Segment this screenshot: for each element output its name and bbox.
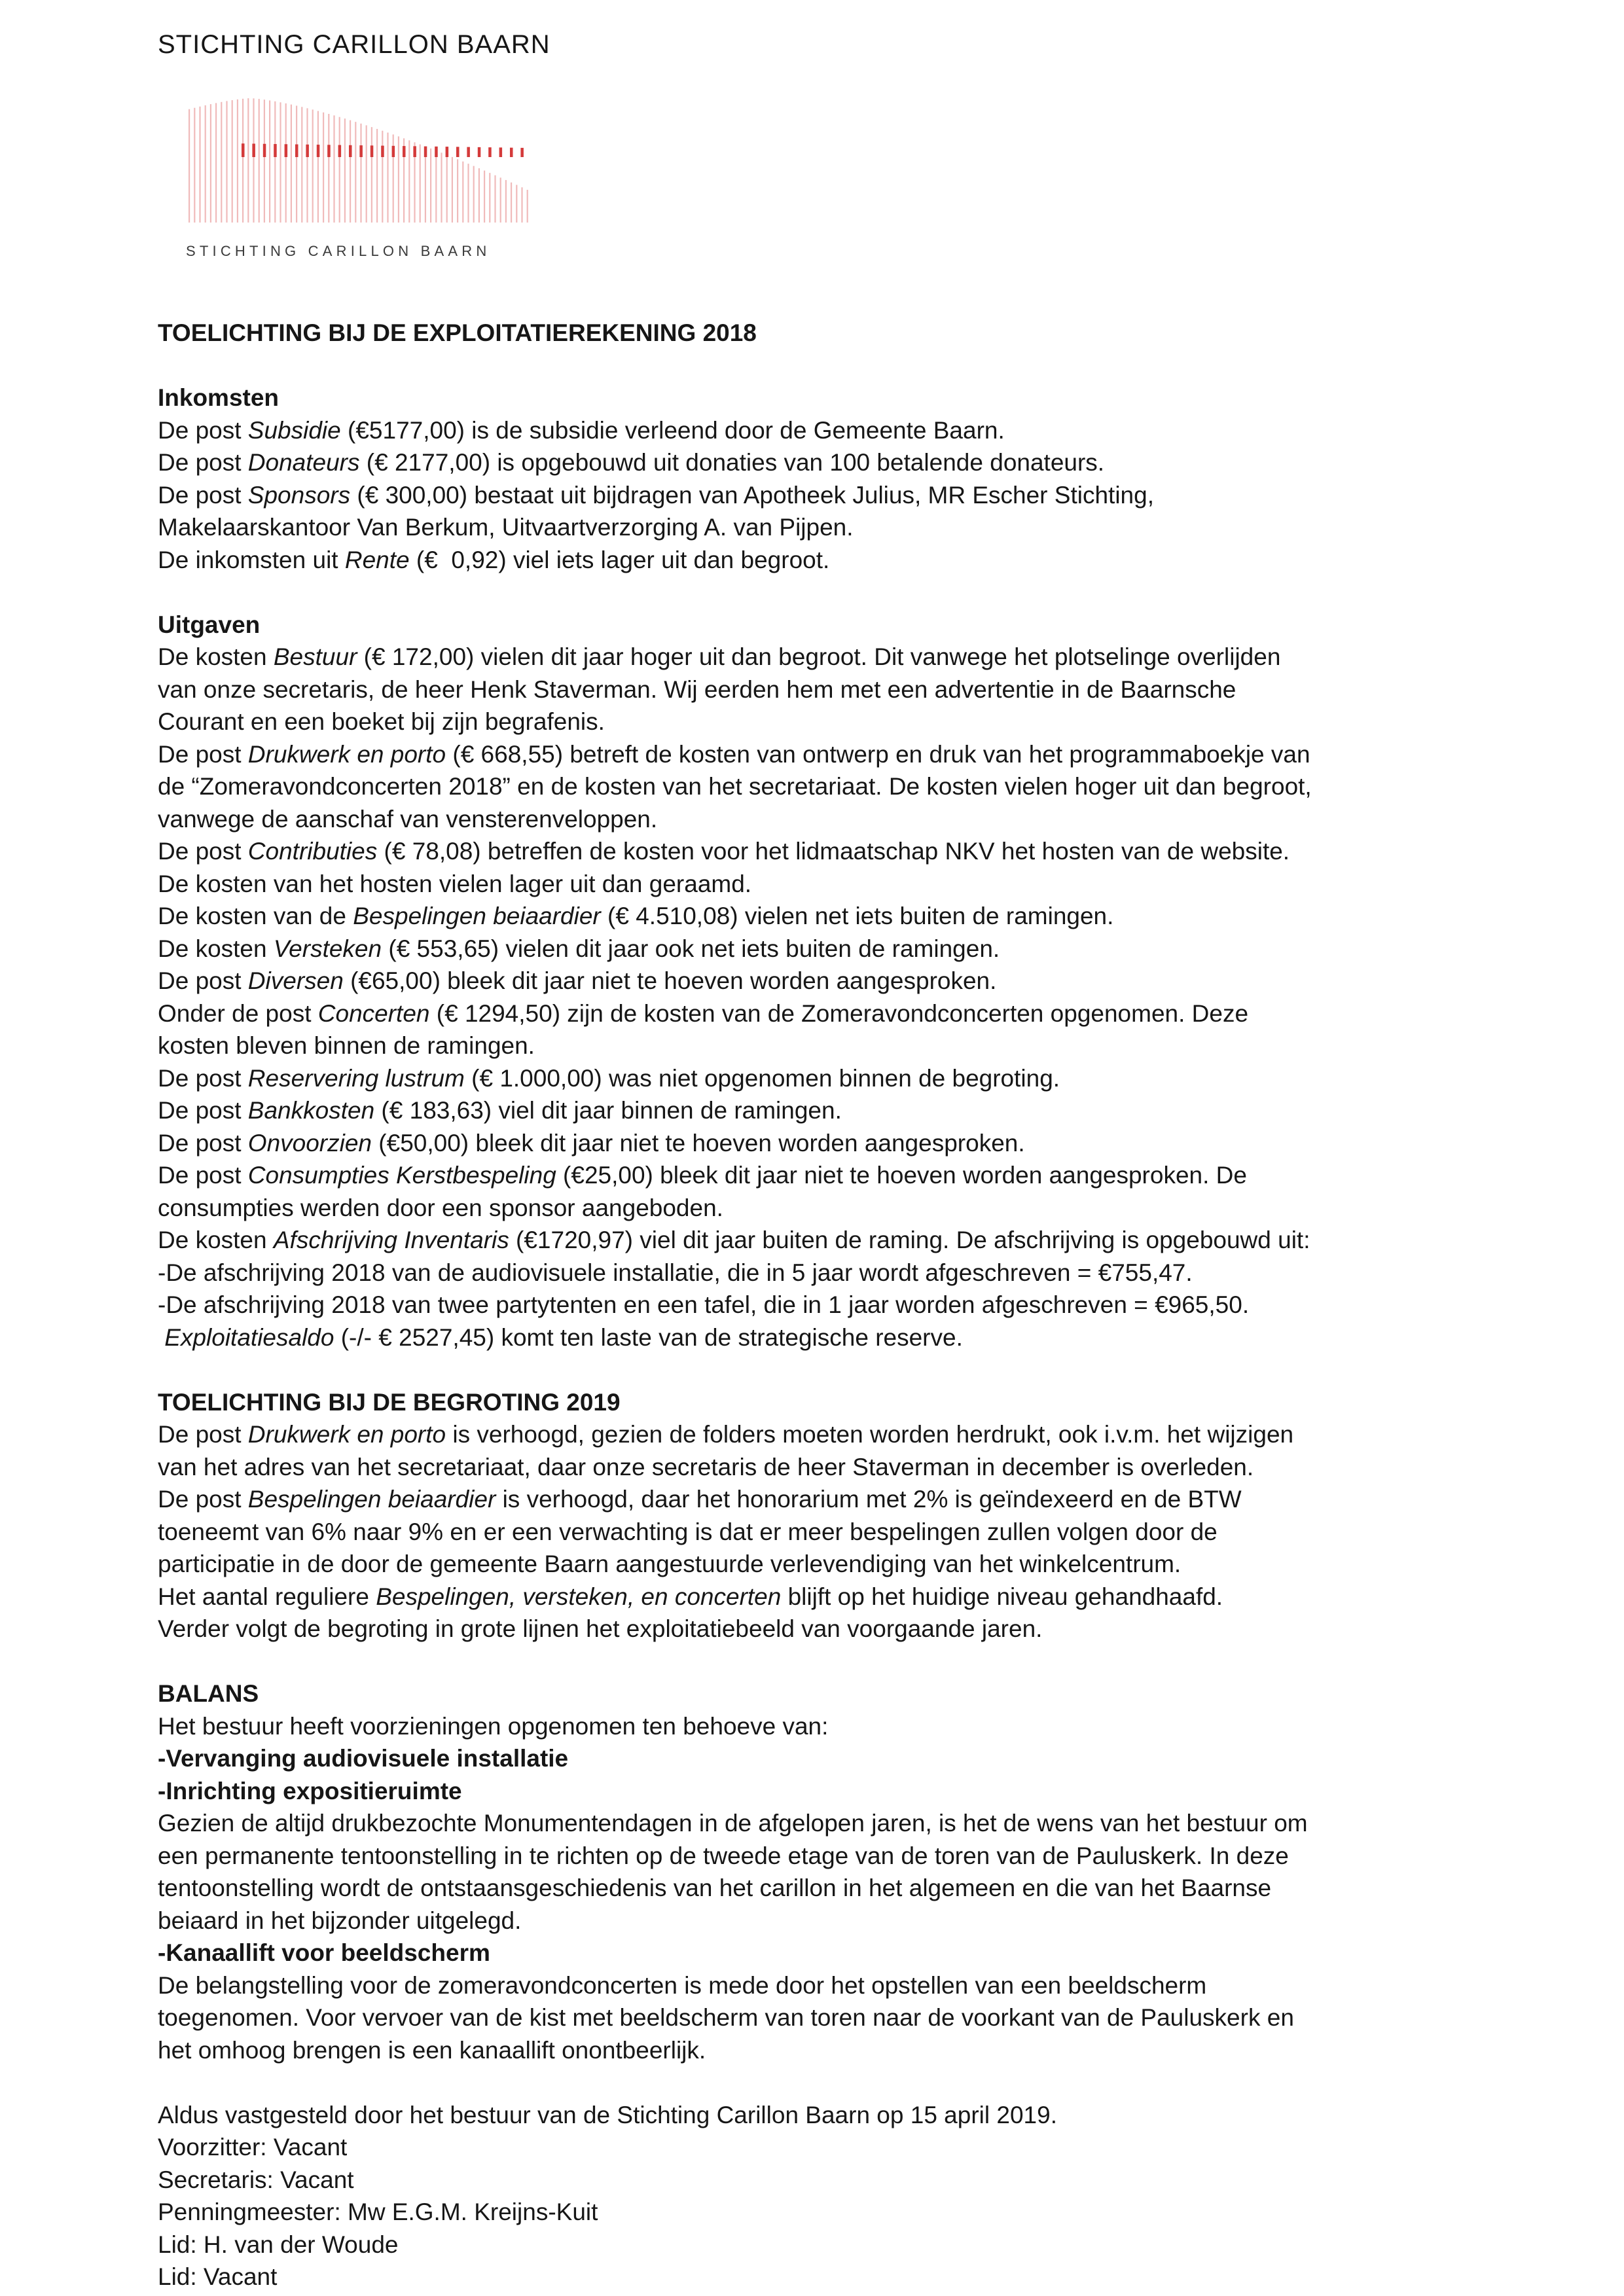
logo-bar [511, 183, 512, 223]
logo-bar [221, 102, 222, 223]
section-heading-balans: BALANS [158, 1680, 259, 1707]
text-run: De kosten [158, 643, 274, 670]
logo-bar [210, 104, 211, 223]
logo-bar [259, 99, 260, 223]
paragraph [158, 835, 1493, 900]
text-run: De post [158, 740, 248, 768]
logo-bell [295, 145, 298, 157]
logo-bar [500, 177, 501, 223]
text-run: (€5177,00) is de subsidie verleend door de Gemeente Baarn. [340, 416, 1005, 444]
text-run: Voorzitter: Vacant [158, 2134, 348, 2161]
section-heading-inkomsten: Inkomsten [158, 384, 280, 411]
text-run: (€ 300,00) bestaat uit bijdragen van Apotheek Julius, MR Escher Stichting, Makelaarskantoor Van Berkum, Uitvaartverzorging A. van Pijpen. [158, 481, 1154, 541]
paragraph [158, 2196, 1493, 2229]
text-run: (€25,00) bleek dit jaar niet te hoeven worden aangesproken. De consumpties werden door een sponsor aangeboden. [158, 1162, 1247, 1221]
post-name: Afschrijving Inventaris [273, 1227, 509, 1253]
logo-bar [312, 109, 314, 223]
text-run: De post [158, 967, 248, 994]
logo-bar [441, 152, 442, 223]
logo-bell [435, 147, 438, 157]
logo-bar [446, 155, 448, 223]
paragraph [158, 1742, 1493, 1775]
text-run: (€ 183,63) viel dit jaar binnen de ramingen. [374, 1097, 842, 1124]
text-run: is verhoogd, daar het honorarium met 2% is geïndexeerd en de BTW toeneemt van 6% naar 9% en er een verwachting is dat er meer bespelingen zullen volgen door de participatie in de door de gemeente Baarn aangestuurde verlevendiging van het winkelcentrum. [158, 1486, 1242, 1577]
paragraph [158, 2164, 1493, 2197]
logo-bar [478, 168, 480, 223]
text-run: De post [158, 449, 248, 476]
paragraph [158, 1127, 1493, 1160]
text-run: Het bestuur heeft voorzieningen opgenomen ten behoeve van: [158, 1712, 829, 1740]
paragraph [158, 641, 1493, 738]
logo-bell [446, 147, 449, 157]
post-name: Drukwerk en porto [247, 740, 446, 768]
text-run: De inkomsten uit [158, 546, 345, 573]
paragraph [158, 1581, 1493, 1613]
text-run: De kosten [158, 935, 274, 962]
paragraph [158, 1321, 1493, 1354]
logo-bell [263, 144, 266, 157]
text-run: Lid: H. van der Woude [158, 2231, 399, 2258]
text-run: (€ 4.510,08) vielen net iets buiten de ramingen. [600, 903, 1114, 929]
paragraph [158, 1710, 1493, 1743]
logo-bar [371, 127, 372, 223]
logo-bar [452, 157, 453, 223]
paragraph [158, 1062, 1493, 1095]
logo-bar [420, 145, 421, 223]
logo-bar [301, 107, 302, 223]
post-name: Bespelingen, versteken, en concerten [376, 1583, 782, 1610]
paragraph [158, 933, 1493, 965]
paragraph [158, 446, 1493, 479]
text-run: (€ 553,65) vielen dit jaar ook net iets buiten de ramingen. [382, 935, 1000, 962]
logo-bar [366, 125, 367, 223]
post-name: Exploitatiesaldo [164, 1323, 334, 1351]
logo-bar [387, 133, 388, 223]
logo-bell [413, 146, 416, 157]
text-run: De kosten van de [158, 903, 353, 929]
logo-bar [350, 120, 351, 223]
logo-bell [349, 145, 352, 157]
logo-bell [424, 147, 427, 157]
logo-bar [296, 105, 297, 223]
text-run: (€65,00) bleek dit jaar niet te hoeven worden aangesproken. [343, 967, 997, 994]
logo-bar [355, 122, 356, 223]
paragraph [158, 1159, 1493, 1224]
text-run: De post [158, 1421, 248, 1448]
logo-bar [328, 114, 329, 223]
logo-bar [489, 173, 490, 223]
paragraph [158, 1613, 1493, 1645]
logo-bell [403, 146, 406, 157]
document-body [158, 317, 1493, 2293]
logo-wordmark: STICHTING CARILLON BAARN [186, 243, 491, 259]
post-name: Onvoorzien [247, 1129, 372, 1157]
text-run: De belangstelling voor de zomeravondconcerten is mede door het opstellen van een beeldscherm toegenomen. Voor vervoer van de kist met beeldscherm van toren naar de voorkant van de Pauluskerk en het omhoog brengen is een kanaallift onontbeerlijk. [158, 1971, 1294, 2064]
paragraph-gap [158, 576, 1493, 609]
logo-bar [199, 107, 200, 223]
logo-bar [425, 147, 426, 223]
logo-bell [381, 146, 384, 157]
post-name: Diversen [247, 967, 344, 994]
logo-bell [274, 144, 277, 157]
text-run: Penningmeester: Mw E.G.M. Kreijns-Kuit [158, 2198, 598, 2225]
text-run: (€1720,97) viel dit jaar buiten de raming. De afschrijving is opgebouwd uit: -De afschrijving 2018 van de audiovisuele installatie, die in 5 jaar wordt afgeschreven = €755,47. -De afschrijving 2018 van twee partytenten en een tafel, die in 1 jaar worden afgeschreven = €965,50. [158, 1227, 1310, 1318]
logo-bell [520, 148, 524, 157]
paragraph [158, 900, 1493, 933]
logo-bar [462, 162, 463, 223]
text-run: blijft op het huidige niveau gehandhaafd. [781, 1583, 1223, 1610]
logo-bar [242, 99, 244, 223]
logo-bar [215, 103, 217, 223]
paragraph [158, 1224, 1493, 1321]
text-run: (€ 2177,00) is opgebouwd uit donaties van 100 betalende donateurs. [359, 449, 1105, 476]
logo-bell [499, 147, 503, 157]
post-name: Bestuur [273, 643, 357, 670]
logo-bar [280, 102, 281, 223]
logo-bar [194, 108, 195, 223]
text-run [158, 1324, 164, 1351]
paragraph [158, 414, 1493, 447]
text-run: De kosten [158, 1227, 274, 1253]
text-run: (€ 1294,50) zijn de kosten van de Zomeravondconcerten opgenomen. Deze kosten bleven binnen de ramingen. [158, 999, 1249, 1059]
post-name: Bespelingen beiaardier [353, 903, 601, 929]
text-run: Aldus vastgesteld door het bestuur van de Stichting Carillon Baarn op 15 april 2019. [158, 2101, 1057, 2128]
logo-bell [510, 148, 513, 157]
logo-bell [370, 145, 374, 157]
post-name: Rente [344, 546, 410, 573]
provision-item: -Inrichting expositieruimte [158, 1777, 462, 1804]
logo-bar [274, 101, 276, 223]
text-run: De post [158, 481, 248, 509]
post-name: Reservering lustrum [247, 1064, 465, 1092]
post-name: Contributies [247, 838, 378, 865]
provision-item: -Kanaallift voor beeldscherm [158, 1939, 490, 1966]
logo-bar [408, 140, 410, 223]
text-run: Onder de post [158, 999, 318, 1027]
logo-bell [317, 145, 320, 157]
logo-bell [359, 145, 363, 157]
section-heading-uitgaven: Uitgaven [158, 611, 261, 638]
paragraph [158, 544, 1493, 577]
logo-bell [306, 145, 309, 157]
logo-bar [527, 190, 528, 223]
text-run: De post [158, 1162, 248, 1189]
logo-bar [494, 175, 496, 223]
logo-bar [430, 149, 431, 223]
paragraph [158, 2261, 1493, 2293]
post-name: Versteken [273, 935, 382, 962]
logo-bar [264, 99, 265, 223]
paragraph [158, 2131, 1493, 2164]
logo-bar [317, 111, 319, 223]
logo-bar [376, 129, 378, 223]
text-run: (€50,00) bleek dit jaar niet te hoeven worden aangesproken. [372, 1129, 1025, 1157]
logo-bar [484, 171, 485, 223]
text-run: Gezien de altijd drukbezochte Monumentendagen in de afgelopen jaren, is het de wens van het bestuur om een permanente tentoonstelling in te richten op de tweede etage van de toren van de Pauluskerk. In deze tentoonstelling wordt de ontstaansgeschiedenis van het carillon in het algemeen en die van het Baarnse beiaard in het bijzonder uitgelegd. [158, 1810, 1308, 1934]
logo-bar [505, 180, 507, 223]
paragraph-gap [158, 1645, 1493, 1678]
post-name: Bankkosten [247, 1097, 375, 1124]
logo-bar [473, 166, 475, 223]
logo-bar [521, 187, 522, 223]
logo-bar [382, 131, 383, 223]
post-name: Sponsors [247, 481, 351, 509]
logo-bell [478, 147, 481, 157]
paragraph [158, 479, 1493, 544]
provision-item: -Vervanging audiovisuele installatie [158, 1745, 569, 1772]
paragraph [158, 1775, 1493, 1808]
paragraph [158, 738, 1493, 836]
carillon-bells-logo [183, 92, 550, 275]
logo-bar [435, 151, 437, 223]
text-run: De post [158, 1064, 248, 1092]
text-run: De post [158, 1097, 248, 1124]
text-run: (€ 1.000,00) was niet opgenomen binnen de begroting. [464, 1064, 1060, 1092]
post-name: Concerten [317, 999, 430, 1027]
logo-bar [323, 113, 324, 223]
post-name: Subsidie [247, 416, 341, 444]
text-run: (-/- € 2527,45) komt ten laste van de strategische reserve. [334, 1323, 963, 1351]
paragraph-gap [158, 1354, 1493, 1386]
text-run: De post [158, 838, 248, 865]
logo-bar [516, 185, 517, 223]
logo-bar [306, 108, 308, 223]
logo-bar [205, 105, 206, 223]
paragraph-gap [158, 2066, 1493, 2099]
logo-bar [360, 124, 361, 223]
logo-bar [457, 159, 458, 223]
paragraph [158, 2229, 1493, 2261]
logo-bar [285, 103, 287, 223]
post-name: Bespelingen beiaardier [247, 1486, 496, 1513]
paragraph [158, 1418, 1493, 1483]
text-run: Verder volgt de begroting in grote lijnen het exploitatiebeeld van voorgaande jaren. [158, 1615, 1043, 1642]
logo-bar [253, 98, 254, 223]
org-header: STICHTING CARILLON BAARN [158, 30, 550, 59]
logo-bell [242, 143, 245, 157]
text-run: De post [158, 1129, 248, 1157]
logo-bell [327, 145, 331, 157]
post-name: Drukwerk en porto [247, 1421, 446, 1448]
logo-bar [291, 105, 292, 223]
logo-bell [456, 147, 460, 157]
paragraph [158, 1094, 1493, 1127]
logo-bar [247, 98, 249, 223]
logo-bar [269, 100, 270, 223]
logo-bell [252, 144, 255, 157]
paragraph-gap [158, 350, 1493, 382]
logo-bar [226, 101, 227, 223]
logo-bar [344, 118, 346, 223]
paragraph [158, 997, 1493, 1062]
logo-bell [467, 147, 470, 157]
text-run: Secretaris: Vacant [158, 2166, 354, 2193]
text-run: De post [158, 1486, 248, 1513]
text-run: (€ 78,08) betreffen de kosten voor het lidmaatschap NKV het hosten van de website. De kosten van het hosten vielen lager uit dan geraamd. [158, 838, 1290, 897]
text-run: De post [158, 416, 248, 444]
text-run: Het aantal reguliere [158, 1583, 376, 1610]
paragraph [158, 1483, 1493, 1581]
logo-bar [189, 109, 190, 223]
logo-bell [392, 146, 395, 157]
text-run: is verhoogd, gezien de folders moeten worden herdrukt, ook i.v.m. het wijzigen van het adres van het secretariaat, daar onze secretaris de heer Staverman in december is overleden. [158, 1421, 1294, 1480]
paragraph [158, 1969, 1493, 2067]
logo-bell [488, 147, 492, 157]
logo-bar [339, 117, 340, 223]
text-run: (€ 172,00) vielen dit jaar hoger uit dan begroot. Dit vanwege het plotselinge overlijden van onze secretaris, de heer Henk Staverman. Wij eerden hem met een advertentie in de Baarnsche Courant en een boeket bij zijn begrafenis. [158, 643, 1281, 735]
section-heading-begroting: TOELICHTING BIJ DE BEGROTING 2019 [158, 1388, 621, 1416]
logo-bell [338, 145, 342, 157]
logo-bell [285, 144, 288, 157]
paragraph [158, 1807, 1493, 1937]
logo-bar [467, 164, 469, 223]
post-name: Donateurs [247, 449, 360, 476]
logo-bar [333, 115, 334, 223]
logo-bar [232, 100, 233, 223]
section-heading-title: TOELICHTING BIJ DE EXPLOITATIEREKENING 2018 [158, 319, 757, 346]
text-run: Lid: Vacant [158, 2263, 278, 2290]
paragraph [158, 1937, 1493, 1969]
text-run: (€ 668,55) betreft de kosten van ontwerp en druk van het programmaboekje van de “Zomeravondconcerten 2018” en de kosten van het secretariaat. De kosten vielen hoger uit dan begroot, vanwege de aanschaf van vensterenveloppen. [158, 740, 1312, 833]
logo-bar [237, 99, 238, 223]
text-run: (€ 0,92) viel iets lager uit dan begroot. [409, 546, 830, 573]
logo-bar [398, 136, 399, 223]
paragraph [158, 965, 1493, 997]
paragraph [158, 2099, 1493, 2132]
post-name: Consumpties Kerstbespeling [247, 1162, 556, 1189]
